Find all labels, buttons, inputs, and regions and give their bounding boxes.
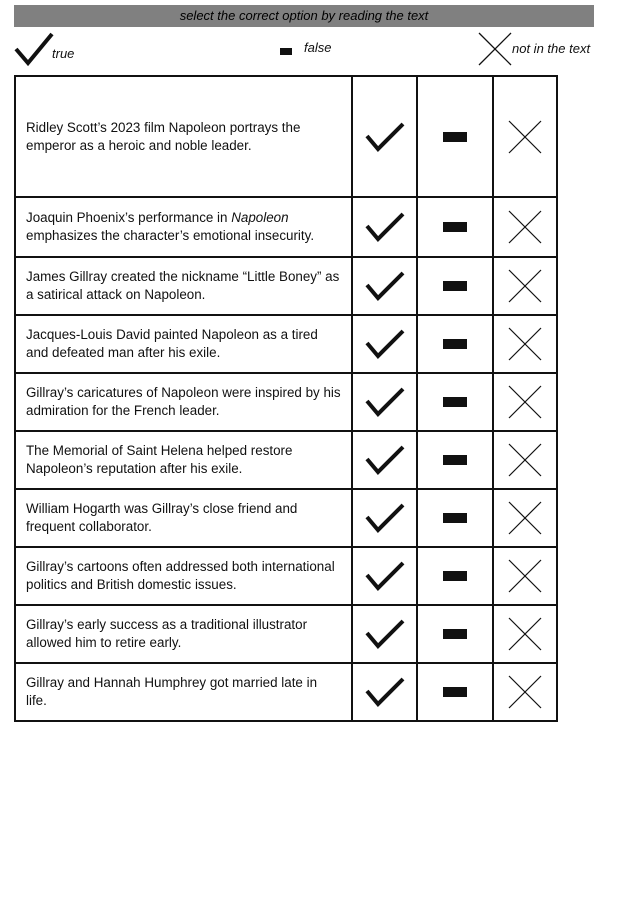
legend-true-label: true bbox=[52, 46, 75, 61]
statement-text-part: Gillray and Hannah Humphrey got married late in life. bbox=[26, 675, 318, 708]
statement-row bbox=[15, 197, 557, 257]
option-true-cell[interactable] bbox=[352, 373, 417, 431]
option-not-in-text-cell[interactable] bbox=[493, 431, 557, 489]
option-false-cell[interactable] bbox=[417, 489, 493, 547]
check-mark-icon[interactable] bbox=[365, 328, 405, 360]
dash-icon[interactable] bbox=[443, 628, 467, 640]
option-not-in-text-cell[interactable] bbox=[493, 489, 557, 547]
option-false-cell[interactable] bbox=[417, 76, 493, 197]
statement-text-part: emphasizes the character’s emotional insecurity. bbox=[26, 228, 315, 243]
option-true-cell[interactable] bbox=[352, 315, 417, 373]
statement-cell bbox=[15, 257, 352, 315]
option-true-cell[interactable] bbox=[352, 489, 417, 547]
statement-row bbox=[15, 76, 557, 197]
statement-text bbox=[26, 385, 341, 418]
option-not-in-text-cell[interactable] bbox=[493, 605, 557, 663]
option-false-cell[interactable] bbox=[417, 547, 493, 605]
dash-icon[interactable] bbox=[443, 570, 467, 582]
statement-text bbox=[26, 120, 300, 153]
check-mark-icon[interactable] bbox=[365, 502, 405, 534]
statement-text bbox=[26, 675, 317, 708]
statement-row bbox=[15, 257, 557, 315]
option-false-cell[interactable] bbox=[417, 197, 493, 257]
option-false-cell[interactable] bbox=[417, 605, 493, 663]
legend-false-label: false bbox=[304, 40, 332, 55]
dash-icon[interactable] bbox=[443, 221, 467, 233]
statement-row bbox=[15, 663, 557, 721]
statement-text bbox=[26, 443, 292, 476]
statement-text-part: James Gillray created the nickname “Little Boney” as a satirical attack on Napoleon. bbox=[26, 269, 340, 302]
dash-icon[interactable] bbox=[443, 512, 467, 524]
dash-icon[interactable] bbox=[443, 454, 467, 466]
statement-cell bbox=[15, 76, 352, 197]
check-mark-icon[interactable] bbox=[365, 618, 405, 650]
statement-cell bbox=[15, 605, 352, 663]
statement-cell bbox=[15, 547, 352, 605]
option-not-in-text-cell[interactable] bbox=[493, 315, 557, 373]
statement-text bbox=[26, 559, 335, 592]
option-not-in-text-cell[interactable] bbox=[493, 663, 557, 721]
x-cross-icon[interactable] bbox=[508, 269, 542, 303]
x-cross-icon[interactable] bbox=[508, 559, 542, 593]
statement-cell bbox=[15, 489, 352, 547]
statement-text-part: Ridley Scott’s 2023 film Napoleon portrays the emperor as a heroic and noble leader. bbox=[26, 119, 301, 153]
statements-body bbox=[15, 76, 557, 721]
check-mark-icon[interactable] bbox=[365, 121, 405, 153]
statement-row bbox=[15, 315, 557, 373]
x-cross-icon[interactable] bbox=[508, 120, 542, 154]
x-cross-icon bbox=[478, 32, 512, 71]
statement-row bbox=[15, 373, 557, 431]
option-true-cell[interactable] bbox=[352, 197, 417, 257]
statement-cell bbox=[15, 431, 352, 489]
option-not-in-text-cell[interactable] bbox=[493, 76, 557, 197]
check-mark-icon[interactable] bbox=[365, 444, 405, 476]
statement-text-part: Jacques-Louis David painted Napoleon as a tired and defeated man after his exile. bbox=[26, 327, 318, 360]
statement-row bbox=[15, 489, 557, 547]
option-not-in-text-cell[interactable] bbox=[493, 197, 557, 257]
statement-text-part: Gillray’s early success as a traditional illustrator allowed him to retire early. bbox=[26, 617, 308, 650]
statements-table bbox=[14, 75, 558, 722]
statement-cell bbox=[15, 197, 352, 257]
legend-not-in-text-label: not in the text bbox=[512, 41, 591, 56]
option-true-cell[interactable] bbox=[352, 605, 417, 663]
x-cross-icon[interactable] bbox=[508, 443, 542, 477]
statement-cell bbox=[15, 315, 352, 373]
option-false-cell[interactable] bbox=[417, 315, 493, 373]
check-mark-icon[interactable] bbox=[365, 270, 405, 302]
statement-text-part: Joaquin Phoenix’s performance in bbox=[26, 210, 232, 225]
statement-text-part: Gillray’s caricatures of Napoleon were inspired by his admiration for the French leader. bbox=[26, 385, 341, 418]
check-mark-icon bbox=[14, 31, 54, 72]
option-false-cell[interactable] bbox=[417, 373, 493, 431]
option-true-cell[interactable] bbox=[352, 76, 417, 197]
statement-text-part: The Memorial of Saint Helena helped restore Napoleon’s reputation after his exile. bbox=[26, 443, 293, 476]
statement-text bbox=[26, 501, 297, 534]
option-true-cell[interactable] bbox=[352, 663, 417, 721]
statement-row bbox=[15, 431, 557, 489]
statement-row bbox=[15, 605, 557, 663]
statement-text bbox=[26, 269, 339, 302]
option-false-cell[interactable] bbox=[417, 663, 493, 721]
option-not-in-text-cell[interactable] bbox=[493, 257, 557, 315]
instruction-text: select the correct option by reading the text bbox=[179, 8, 429, 23]
instruction-bar bbox=[14, 5, 594, 27]
statement-cell bbox=[15, 373, 352, 431]
x-cross-icon[interactable] bbox=[508, 501, 542, 535]
x-cross-icon[interactable] bbox=[508, 617, 542, 651]
statement-text-part: William Hogarth was Gillray’s close friend and frequent collaborator. bbox=[26, 501, 298, 534]
option-true-cell[interactable] bbox=[352, 547, 417, 605]
check-mark-icon[interactable] bbox=[365, 560, 405, 592]
check-mark-icon[interactable] bbox=[365, 211, 405, 243]
dash-icon[interactable] bbox=[443, 131, 467, 143]
dash-icon[interactable] bbox=[443, 396, 467, 408]
statement-row bbox=[15, 547, 557, 605]
option-true-cell[interactable] bbox=[352, 431, 417, 489]
statement-text-part: Gillray’s cartoons often addressed both international politics and British domestic issues. bbox=[26, 559, 335, 592]
dash-icon bbox=[280, 43, 292, 61]
check-mark-icon[interactable] bbox=[365, 676, 405, 708]
option-not-in-text-cell[interactable] bbox=[493, 547, 557, 605]
statement-italic-title: Napoleon bbox=[231, 210, 289, 225]
statement-text bbox=[26, 327, 318, 360]
x-cross-icon[interactable] bbox=[508, 210, 542, 244]
x-cross-icon[interactable] bbox=[508, 327, 542, 361]
statement-text bbox=[26, 210, 314, 243]
x-cross-icon[interactable] bbox=[508, 675, 542, 709]
option-false-cell[interactable] bbox=[417, 431, 493, 489]
dash-icon[interactable] bbox=[443, 280, 467, 292]
check-mark-icon[interactable] bbox=[365, 386, 405, 418]
x-cross-icon[interactable] bbox=[508, 385, 542, 419]
statement-text bbox=[26, 617, 307, 650]
statement-cell bbox=[15, 663, 352, 721]
dash-icon[interactable] bbox=[443, 686, 467, 698]
legend bbox=[0, 28, 640, 74]
option-true-cell[interactable] bbox=[352, 257, 417, 315]
option-false-cell[interactable] bbox=[417, 257, 493, 315]
option-not-in-text-cell[interactable] bbox=[493, 373, 557, 431]
dash-icon[interactable] bbox=[443, 338, 467, 350]
